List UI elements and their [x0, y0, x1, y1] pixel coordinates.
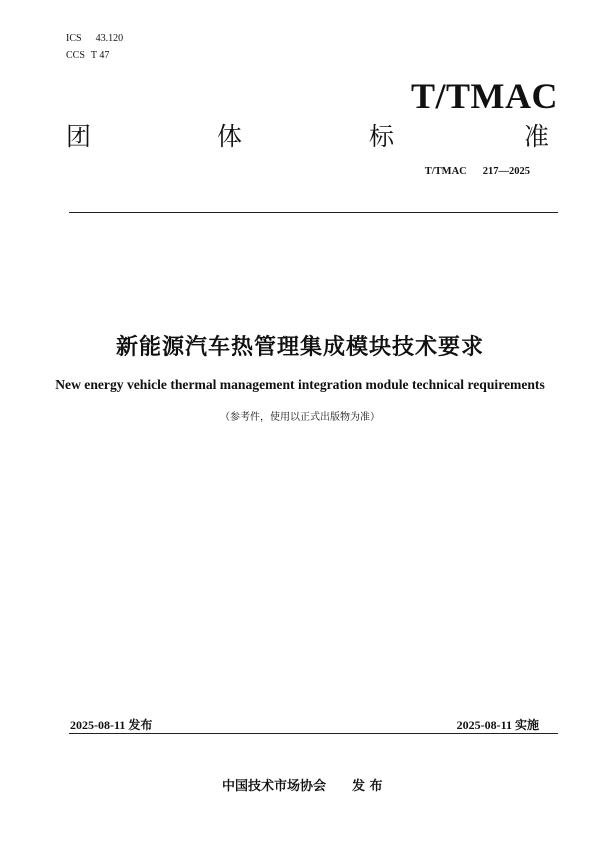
standard-number: 217—2025: [482, 166, 530, 177]
standard-code: [425, 166, 530, 177]
title-english: New energy vehicle thermal management integration module technical requirements: [55, 377, 545, 392]
standard-type-char-1: 团: [66, 122, 92, 151]
publisher-name: 中国技术市场协会: [222, 779, 327, 794]
ics-label: ICS: [66, 33, 82, 44]
standard-type-char-2: 体: [217, 122, 243, 151]
org-code: T/TMAC: [411, 76, 558, 116]
implement-date-line: [457, 716, 539, 733]
ccs-label: CCS: [66, 50, 85, 61]
ccs-line: [66, 50, 109, 61]
reference-note: （参考件，使用以正式出版物为准）: [220, 412, 380, 423]
standard-prefix: T/TMAC: [424, 166, 467, 177]
implement-label: 实施: [514, 718, 539, 732]
title-chinese: 新能源汽车热管理集成模块技术要求: [115, 335, 484, 360]
header-divider: [69, 212, 558, 213]
publish-date: 2025-08-11: [70, 718, 126, 732]
ics-line: [66, 33, 123, 44]
standard-type-char-4: 准: [524, 122, 550, 151]
ccs-value: T 47: [90, 50, 110, 61]
publish-label: 发布: [128, 718, 153, 732]
publish-date-line: [70, 716, 152, 733]
footer-divider: [69, 733, 558, 734]
publisher-line: [222, 775, 383, 794]
implement-date: 2025-08-11: [456, 718, 512, 732]
ics-value: 43.120: [95, 33, 124, 44]
publisher-action: 发 布: [352, 779, 383, 794]
standard-type-char-3: 标: [369, 122, 395, 151]
